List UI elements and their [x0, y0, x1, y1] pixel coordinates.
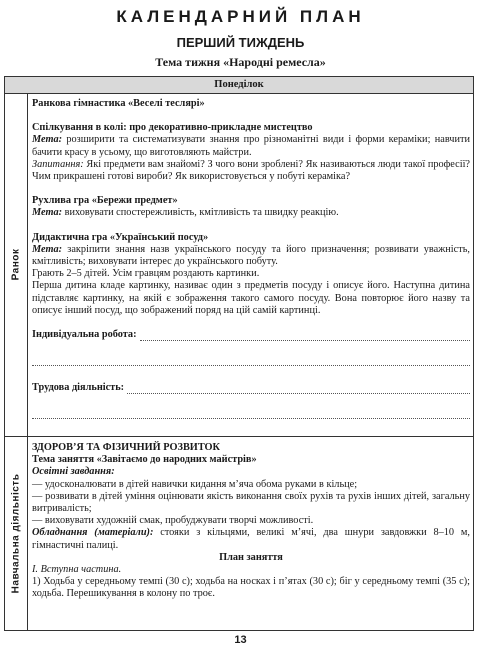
individual-work-extra-line [32, 353, 470, 366]
gymnastics-title: Ранкова гімнастика «Веселі теслярі» [32, 98, 205, 109]
column-divider [27, 93, 28, 630]
game2-description: Перша дитина кладе картинку, називає один з предметів посуду і описує його. Наступна дитина підставляє картинку, на якій є зображення такого самого посуду. Вона повторює його назву та описує інший посуд, що зображений поряд на цій самій картинці. [32, 280, 470, 316]
task-item: — розвивати в дітей уміння оцінювати якість виконання своїх рухів та рухів інших дітей, загальну витривалість; [32, 490, 470, 515]
morning-content [32, 98, 470, 423]
morning-side-label: Ранок [10, 248, 22, 281]
task-item: — удосконалювати в дітей навички кидання м’яча обома руками в кільце; [32, 478, 358, 490]
learning-content [32, 442, 470, 601]
game2-rules: Грають 2–5 дітей. Усім гравцям роздають картинки. [32, 268, 260, 280]
page-number: 13 [234, 634, 247, 646]
week-theme: Тема тижня «Народні ремесла» [155, 55, 326, 69]
part1-text: 1) Ходьба у середньому темпі (30 с); ходьба на носках і п’ятах (30 с); біг у середньому темпі (35 с); ходьба. Перешикування в колону по троє. [32, 576, 470, 600]
individual-work-line: Індивідуальна робота: [32, 329, 470, 341]
equipment: Обладнання (матеріали): стояки з кільцями, великі м’ячі, два шнури завдовжки 8–10 м, гімнастичні палиці. [32, 527, 470, 551]
plan-table [4, 76, 474, 631]
game1-goal: Мета: виховувати спостережливість, кмітливість та швидку реакцію. [32, 207, 339, 219]
learning-side-label: Навчальна діяльність [10, 473, 22, 594]
page-title: КАЛЕНДАРНИЙ ПЛАН [116, 7, 365, 26]
task-item: — виховувати художній смак, пробуджувати творчі можливості. [32, 515, 314, 527]
game2-title: Дидактична гра «Український посуд» [32, 231, 209, 243]
week-heading: ПЕРШИЙ ТИЖДЕНЬ [176, 35, 305, 50]
talk-questions: Запитання: Які предмети вам знайомі? З чого вони зроблені? Як називаються люди такої професії? Чим прикрашені готові вироби? Як використовується у побуті кераміка? [32, 158, 470, 183]
section-divider [5, 436, 473, 437]
lesson-topic: Тема заняття «Завітаємо до народних майстрів» [32, 454, 257, 466]
section-title: ЗДОРОВ’Я ТА ФІЗИЧНИЙ РОЗВИТОК [32, 442, 221, 453]
talk-title: Спілкування в колі: про декоративно-прикладне мистецтво [32, 122, 313, 134]
day-header: Понеділок [5, 77, 473, 94]
labor-activity-line: Трудова діяльність: [32, 382, 470, 394]
labor-activity-extra-line [32, 406, 470, 419]
part1-title: І. Вступна частина. [32, 564, 122, 576]
talk-goal: Мета: розширити та систематизувати знання про різноманітні види і форми кераміки; навчити бачити красу в усьому, що виготовляють майстри. [32, 134, 470, 158]
plan-title: План заняття [219, 551, 283, 563]
game1-title: Рухлива гра «Бережи предмет» [32, 195, 178, 207]
tasks-label: Освітні завдання: [32, 466, 115, 478]
game2-goal: Мета: закріпити знання назв українського посуду та його призначення; розвивати уважність, кмітливість; виховувати інтерес до українського побуту. [32, 243, 470, 268]
